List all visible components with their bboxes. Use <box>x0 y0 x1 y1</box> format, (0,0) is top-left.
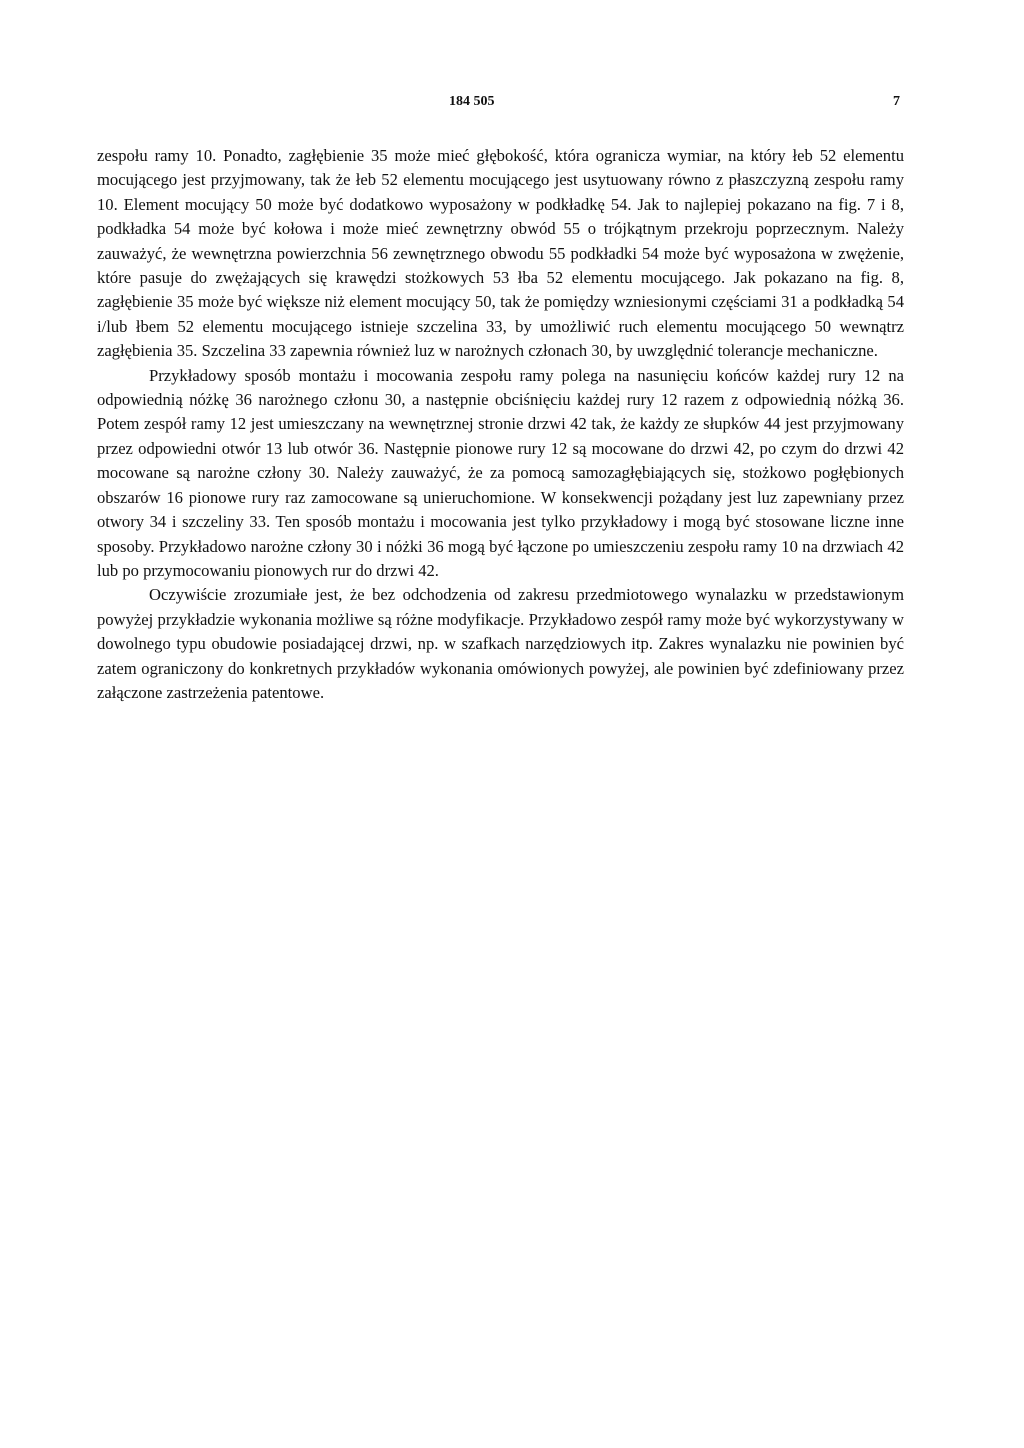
paragraph-1: zespołu ramy 10. Ponadto, zagłębienie 35 może mieć głębokość, która ogranicza wymiar, na który łeb 52 elementu mocującego jest przyjmowany, tak że łeb 52 elementu mocującego jest usytuowany równo z płaszczyzną zespołu ramy 10. Element mocujący 50 może być dodatkowo wyposażony w podkładkę 54. Jak to najlepiej pokazano na fig. 7 i 8, podkładka 54 może być kołowa i może mieć zewnętrzny obwód 55 o trójkątnym przekroju poprzecznym. Należy zauważyć, że wewnętrzna powierzchnia 56 zewnętrznego obwodu 55 podkładki 54 może być wyposażona w zwężenie, które pasuje do zwężających się krawędzi stożkowych 53 łba 52 elementu mocującego. Jak pokazano na fig. 8, zagłębienie 35 może być większe niż element mocujący 50, tak że pomiędzy wzniesionymi częściami 31 a podkładką 54 i/lub łbem 52 elementu mocującego istnieje szczelina 33, by umożliwić ruch elementu mocującego 50 wewnątrz zagłębienia 35. Szczelina 33 zapewnia również luz w narożnych członach 30, by uwzględnić tolerancje mechaniczne. <box>97 146 904 361</box>
patent-number: 184 505 <box>449 94 495 109</box>
paragraph-2: Przykładowy sposób montażu i mocowania zespołu ramy polega na nasunięciu końców każdej rury 12 na odpowiednią nóżkę 36 narożnego członu 30, a następnie obciśnięciu każdej rury 12 razem z odpowiednią nóżką 36. Potem zespół ramy 12 jest umieszczany na wewnętrznej stronie drzwi 42 tak, że każdy ze słupków 44 jest przyjmowany przez odpowiedni otwór 13 lub otwór 36. Następnie pionowe rury 12 są mocowane do drzwi 42, po czym do drzwi 42 mocowane są narożne człony 30. Należy zauważyć, że za pomocą samozagłębiających się, stożkowo pogłębionych obszarów 16 pionowe rury raz zamocowane są unieruchomione. W konsekwencji pożądany jest luz zapewniany przez otwory 34 i szczeliny 33. Ten sposób montażu i mocowania jest tylko przykładowy i mogą być stosowane liczne inne sposoby. Przykładowo narożne człony 30 i nóżki 36 mogą być łączone po umieszczeniu zespołu ramy 10 na drzwiach 42 lub po przymocowaniu pionowych rur do drzwi 42. <box>97 365 904 580</box>
paragraph-3: Oczywiście zrozumiałe jest, że bez odchodzenia od zakresu przedmiotowego wynalazku w przedstawionym powyżej przykładzie wykonania możliwe są różne modyfikacje. Przykładowo zespół ramy może być wykorzystywany w dowolnego typu obudowie posiadającej drzwi, np. w szafkach narzędziowych itp. Zakres wynalazku nie powinien być zatem ograniczony do konkretnych przykładów wykonania omówionych powyżej, ale powinien być zdefiniowany przez załączone zastrzeżenia patentowe. <box>97 585 904 702</box>
page-number: 7 <box>893 94 900 109</box>
page-header <box>0 94 1024 116</box>
body-text <box>97 144 904 705</box>
